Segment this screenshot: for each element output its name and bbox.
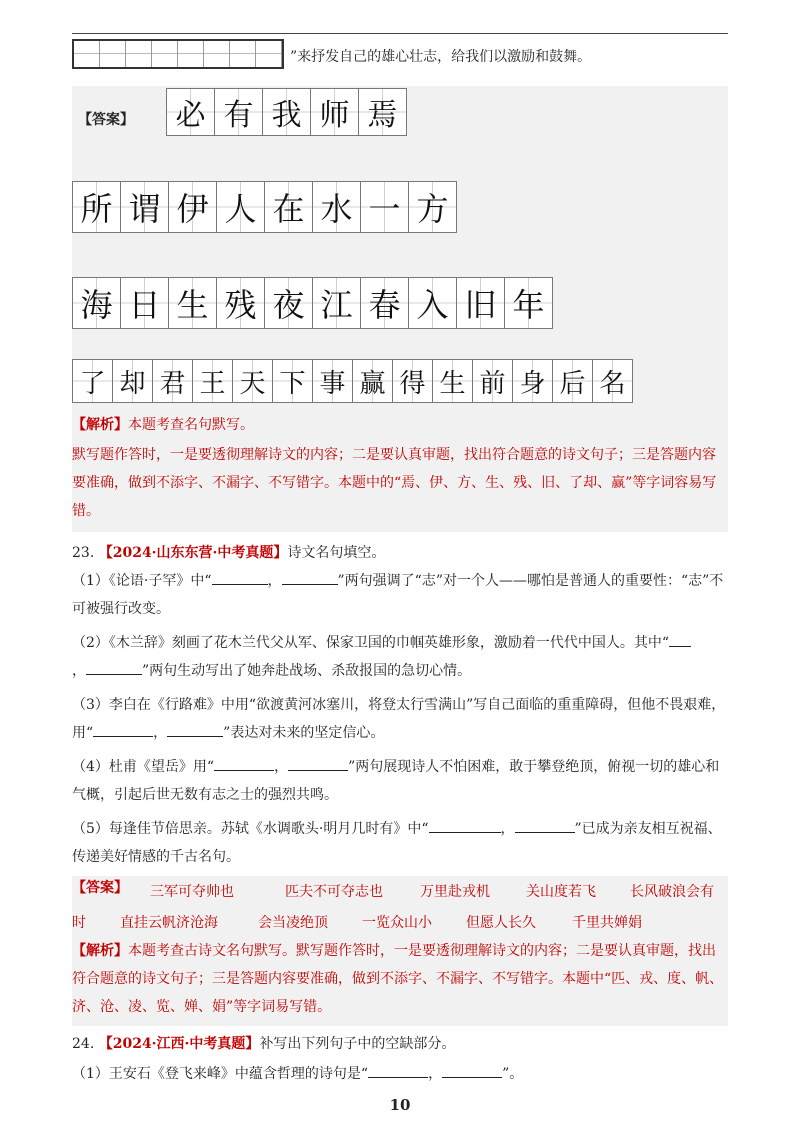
q23-item-1 bbox=[72, 567, 728, 623]
grid-cell-char: 事 bbox=[312, 359, 353, 403]
grid-cell-char: 伊 bbox=[168, 181, 217, 233]
grid-cell-char: 旧 bbox=[456, 277, 505, 329]
answer-23-item: 会当凌绝顶 bbox=[258, 915, 328, 931]
question-24-heading bbox=[72, 1030, 728, 1058]
grid-cell-char: 却 bbox=[112, 359, 153, 403]
answer-23-item: 直挂云帆济沧海 bbox=[120, 915, 218, 931]
q23-item-4-text-a: （4）杜甫《望岳》用“ bbox=[72, 759, 215, 775]
q23-item-5-text-b: ”已成为亲友相互祝福、传递美好情感的千古名句。 bbox=[72, 821, 722, 865]
q23-item-5 bbox=[72, 815, 728, 871]
question-source: 【2024·江西·中考真题】 bbox=[98, 1036, 260, 1052]
grid-cell-char: 赢 bbox=[352, 359, 393, 403]
q23-item-2-text-b: ”两句生动写出了她奔赴战场、杀敌报国的急切心情。 bbox=[142, 663, 472, 679]
comma: ， bbox=[72, 663, 86, 679]
grid-cell-char: 夜 bbox=[264, 277, 313, 329]
grid-cell-char: 入 bbox=[408, 277, 457, 329]
fill-blank bbox=[515, 818, 575, 833]
handwriting-row-2 bbox=[72, 181, 456, 233]
answer-label: 【答案】 bbox=[78, 112, 134, 128]
grid-cell-char: 我 bbox=[262, 88, 311, 136]
top-rule bbox=[72, 33, 728, 34]
q23-item-4-text-b: ”两句展现诗人不怕困难，敢于攀登绝顶，俯视一切的雄心和气概，引起后世无数有志之士的强烈共鸣。 bbox=[72, 759, 720, 803]
grid-cell-char: 名 bbox=[592, 359, 633, 403]
grid-cell-char: 前 bbox=[472, 359, 513, 403]
fill-blank bbox=[368, 1063, 428, 1078]
grid-cell-char: 在 bbox=[264, 181, 313, 233]
grid-cell-char: 生 bbox=[432, 359, 473, 403]
question-title: 补写出下列句子中的空缺部分。 bbox=[259, 1036, 456, 1052]
grid-cell-char: 江 bbox=[312, 277, 361, 329]
analysis-22-body: 默写题作答时，一是要透彻理解诗文的内容；二是要认真审题，找出符合题意的诗文句子；三是答题内容要准确，做到不添字、不漏字、不写错字。本题中的“焉、伊、方、生、残、旧、了却、赢”等字词容易写错。 bbox=[72, 447, 717, 519]
grid-cell-char: 海 bbox=[72, 277, 121, 329]
comma: ， bbox=[500, 821, 515, 837]
fill-blank bbox=[282, 570, 338, 585]
grid-cell-char: 一 bbox=[360, 181, 409, 233]
writing-grid-fragment bbox=[72, 39, 284, 69]
grid-cell-char: 焉 bbox=[358, 88, 407, 136]
analysis-22-lead: 本题考查名句默写。 bbox=[128, 417, 254, 433]
fill-blank bbox=[214, 756, 274, 771]
question-23-heading bbox=[72, 539, 728, 567]
grid-cell-char: 谓 bbox=[120, 181, 169, 233]
grid-cell-char: 方 bbox=[408, 181, 457, 233]
answer-23-item: 长风破浪会有 bbox=[630, 884, 714, 900]
comma: ， bbox=[153, 725, 168, 741]
grid-cell-char: 了 bbox=[72, 359, 113, 403]
fill-blank bbox=[167, 722, 223, 737]
grid-cell-char: 天 bbox=[232, 359, 273, 403]
q23-item-2-text-a: （2）《木兰辞》刻画了花木兰代父从军、保家卫国的巾帼英雄形象，激励着一代代中国人。其中“ bbox=[72, 635, 670, 651]
q23-item-3-text-b: ”表达对未来的坚定信心。 bbox=[223, 725, 385, 741]
analysis-23 bbox=[72, 937, 728, 1021]
grid-cell-char: 师 bbox=[310, 88, 359, 136]
question-title: 诗文名句填空。 bbox=[287, 545, 386, 561]
q24-item-1-text-a: （1）王安石《登飞来峰》中蕴含哲理的诗句是“ bbox=[72, 1066, 369, 1082]
answer-23-item: 匹夫不可夺志也 bbox=[285, 884, 383, 900]
answer-23-item: 万里赴戎机 bbox=[420, 884, 490, 900]
analysis-22 bbox=[72, 411, 728, 439]
q24-item-1 bbox=[72, 1060, 728, 1088]
grid-cell-char: 王 bbox=[192, 359, 233, 403]
answer-23-item: 但愿人长久 bbox=[466, 915, 536, 931]
q23-item-4 bbox=[72, 753, 728, 809]
q23-item-1-text-a: （1）《论语·子罕》中“ bbox=[72, 573, 212, 589]
grid-cell-char: 春 bbox=[360, 277, 409, 329]
grid-cell-char: 有 bbox=[214, 88, 263, 136]
grid-cell-char: 年 bbox=[504, 277, 553, 329]
question-number: 24. bbox=[72, 1036, 95, 1052]
fill-blank bbox=[86, 660, 142, 675]
fill-blank bbox=[669, 632, 691, 647]
handwriting-row-3 bbox=[72, 277, 552, 329]
grid-cell-char: 所 bbox=[72, 181, 121, 233]
q23-item-2 bbox=[72, 629, 728, 685]
answer-23-item: 三军可夺帅也 bbox=[150, 884, 234, 900]
analysis-tag: 【解析】 bbox=[72, 943, 128, 959]
q23-item-3-text-a: （3）李白在《行路难》中用“欲渡黄河冰塞川，将登太行雪满山”写自己面临的重重障碍，但他不畏艰难，用“ bbox=[72, 697, 726, 741]
comma: ， bbox=[267, 573, 282, 589]
fill-blank bbox=[288, 756, 348, 771]
top-text-line: ”来抒发自己的雄心壮志，给我们以激励和鼓舞。 bbox=[290, 49, 592, 65]
question-number: 23. bbox=[72, 545, 95, 561]
analysis-tag: 【解析】 bbox=[72, 417, 128, 433]
fill-blank bbox=[93, 722, 153, 737]
grid-cell-char: 残 bbox=[216, 277, 265, 329]
grid-cell-char: 得 bbox=[392, 359, 433, 403]
q23-item-3 bbox=[72, 691, 728, 747]
comma: ， bbox=[428, 1066, 443, 1082]
fill-blank bbox=[212, 570, 268, 585]
fill-blank bbox=[442, 1063, 502, 1078]
grid-cell-char: 下 bbox=[272, 359, 313, 403]
answer-23-item: 一览众山小 bbox=[362, 915, 432, 931]
answer-23-label: 【答案】 bbox=[72, 880, 128, 896]
handwriting-row-4 bbox=[72, 359, 632, 403]
q23-item-5-text-a: （5）每逢佳节倍思亲。苏轼《水调歌头·明月几时有》中“ bbox=[72, 821, 429, 837]
grid-cell-char: 日 bbox=[120, 277, 169, 329]
answer-23-item: 时 bbox=[72, 915, 86, 931]
analysis-23-text: 本题考查古诗文名句默写。默写题作答时，一是要透彻理解诗文的内容；二是要认真审题，找出符合题意的诗文句子；三是答题内容要准确，做到不添字、不漏字、不写错字。本题中“匹、戎、度、帆、济、沧、凌、览、婵、娟”等字词易写错。 bbox=[72, 943, 724, 1015]
grid-cell-char: 后 bbox=[552, 359, 593, 403]
question-source: 【2024·山东东营·中考真题】 bbox=[98, 545, 288, 561]
grid-cell-char: 生 bbox=[168, 277, 217, 329]
answer-23-item: 关山度若飞 bbox=[526, 884, 596, 900]
grid-cell-char: 必 bbox=[166, 88, 215, 136]
q24-item-1-text-b: ”。 bbox=[502, 1066, 524, 1082]
grid-cell-char: 君 bbox=[152, 359, 193, 403]
grid-cell-char: 水 bbox=[312, 181, 361, 233]
grid-cell-char: 身 bbox=[512, 359, 553, 403]
page-number: 10 bbox=[389, 1096, 411, 1114]
q23-item-1-text-b: ”两句强调了“志”对一个人——哪怕是普通人的重要性：“志”不可被强行改变。 bbox=[72, 573, 724, 617]
handwriting-row-1 bbox=[166, 88, 406, 136]
comma: ， bbox=[274, 759, 289, 775]
answer-23-item: 千里共婵娟 bbox=[572, 915, 642, 931]
fill-blank bbox=[429, 818, 501, 833]
grid-cell-char: 人 bbox=[216, 181, 265, 233]
